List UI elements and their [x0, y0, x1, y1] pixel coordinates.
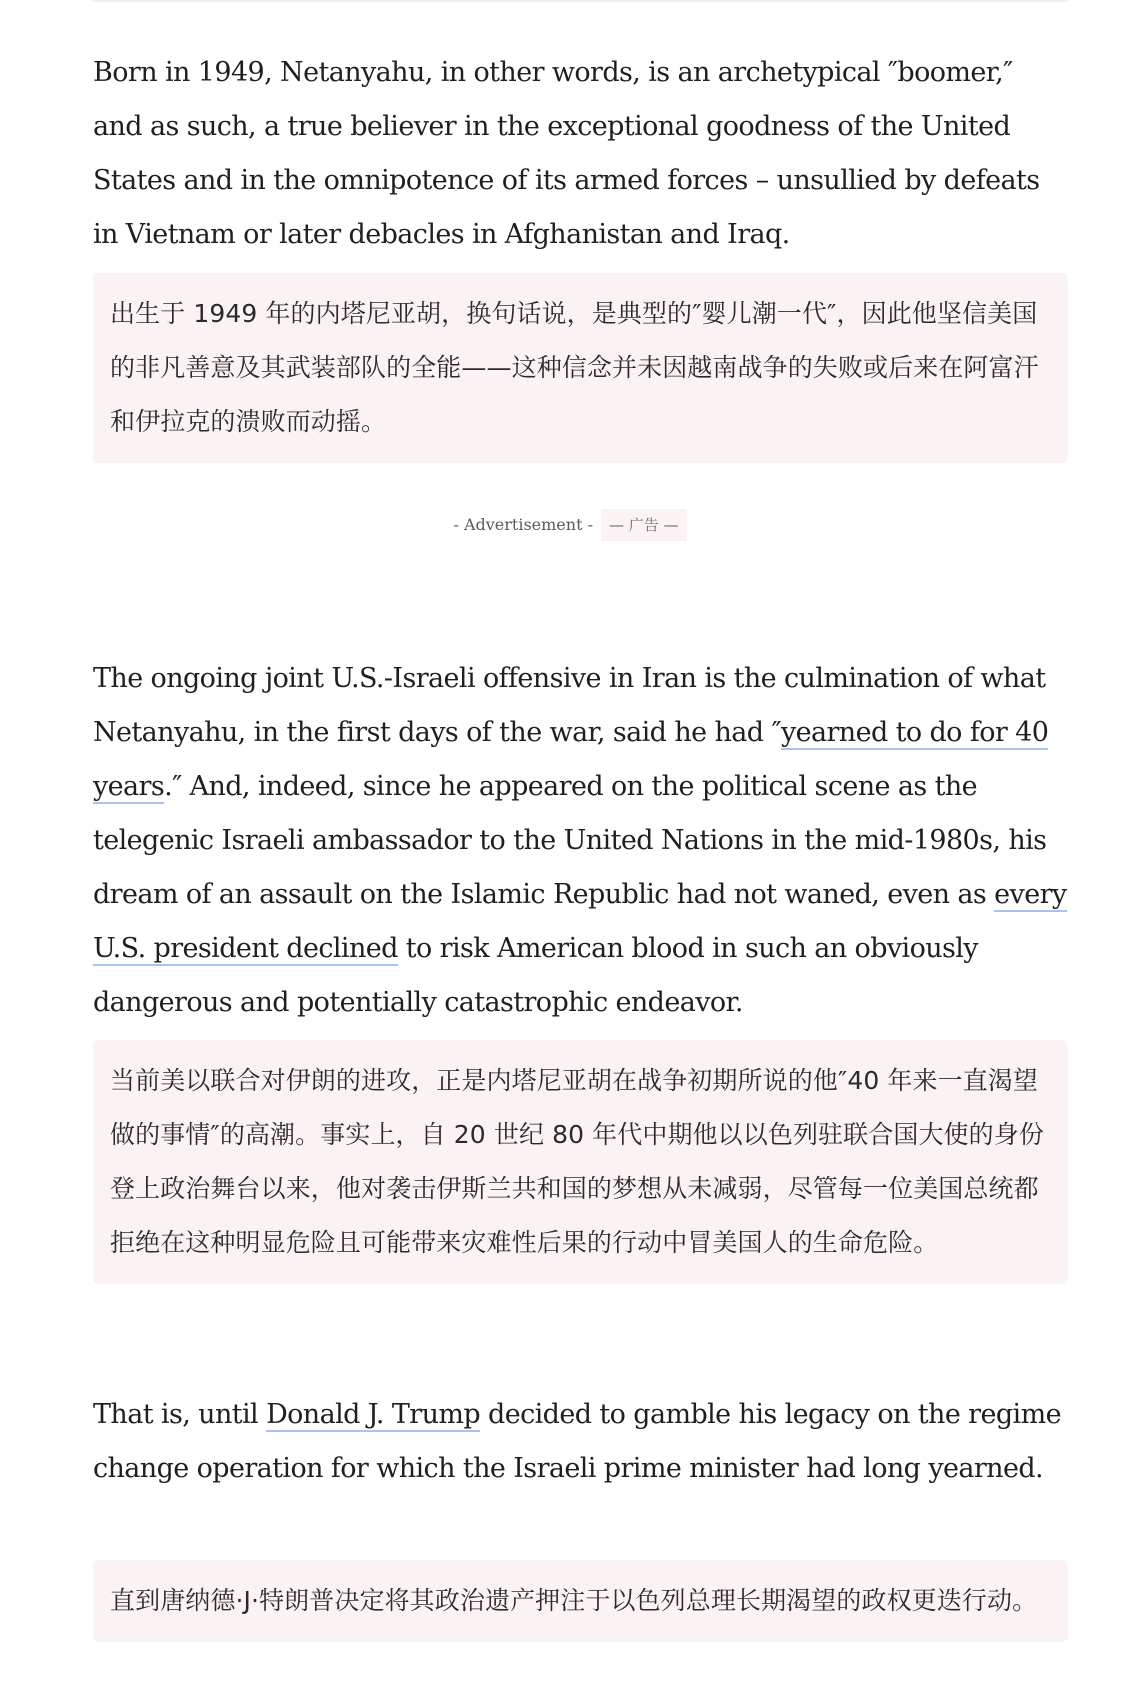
link-yearned-to-do[interactable]: yearned to do for 40 years	[93, 717, 1049, 802]
ad-label-en: - Advertisement -	[453, 515, 593, 534]
top-divider	[92, 0, 1068, 2]
translation-2	[93, 1040, 1068, 1284]
paragraph-2-text-b: .″ And, indeed, since he appeared on the political scene as the telegenic Israeli ambassador to the United Nations in the mid-1980s, his dream of an assault on the Islamic Republic had not waned, even as	[93, 771, 1047, 910]
translation-3-text: 直到唐纳德·J·特朗普决定将其政治遗产押注于以色列总理长期渴望的政权更迭行动。	[110, 1586, 1038, 1615]
translation-3	[93, 1560, 1068, 1642]
paragraph-2-text-c: to risk American blood in such an obviously dangerous and potentially catastrophic endeavor.	[93, 933, 978, 1018]
translation-1-text: 出生于 1949 年的内塔尼亚胡，换句话说，是典型的″婴儿潮一代″，因此他坚信美国的非凡善意及其武装部队的全能——这种信念并未因越南战争的失败或后来在阿富汗和伊拉克的溃败而动摇。	[110, 299, 1039, 436]
ad-label-cn: — 广告 —	[601, 509, 687, 541]
translation-2-text: 当前美以联合对伊朗的进攻，正是内塔尼亚胡在战争初期所说的他″40 年来一直渴望做的事情″的高潮。事实上，自 20 世纪 80 年代中期他以以色列驻联合国大使的身份登上政治舞台以来，他对袭击伊斯兰共和国的梦想从未减弱，尽管每一位美国总统都拒绝在这种明显危险且可能带来灾难性后果的行动中冒美国人的生命危险。	[110, 1066, 1044, 1257]
paragraph-3	[93, 1388, 1068, 1496]
paragraph-3-text-b: decided to gamble his legacy on the regime change operation for which the Israeli prime minister had long yearned.	[93, 1399, 1061, 1484]
advertisement-label	[0, 509, 1140, 541]
link-donald-trump[interactable]: Donald J. Trump	[266, 1399, 481, 1430]
link-every-president-declined[interactable]: every U.S. president declined	[93, 879, 1067, 964]
paragraph-1-text: Born in 1949, Netanyahu, in other words, is an archetypical ″boomer,″ and as such, a true believer in the exceptional goodness of the United States and in the omnipotence of its armed forces – unsullied by defeats in Vietnam or later debacles in Afghanistan and Iraq.	[93, 57, 1040, 250]
paragraph-2-text-a: The ongoing joint U.S.-Israeli offensive in Iran is the culmination of what Netanyahu, in the first days of the war, said he had ″	[93, 663, 1046, 748]
paragraph-1	[93, 46, 1068, 262]
paragraph-3-text-a: That is, until	[93, 1399, 267, 1430]
paragraph-2	[93, 652, 1068, 1030]
translation-1	[93, 273, 1068, 463]
